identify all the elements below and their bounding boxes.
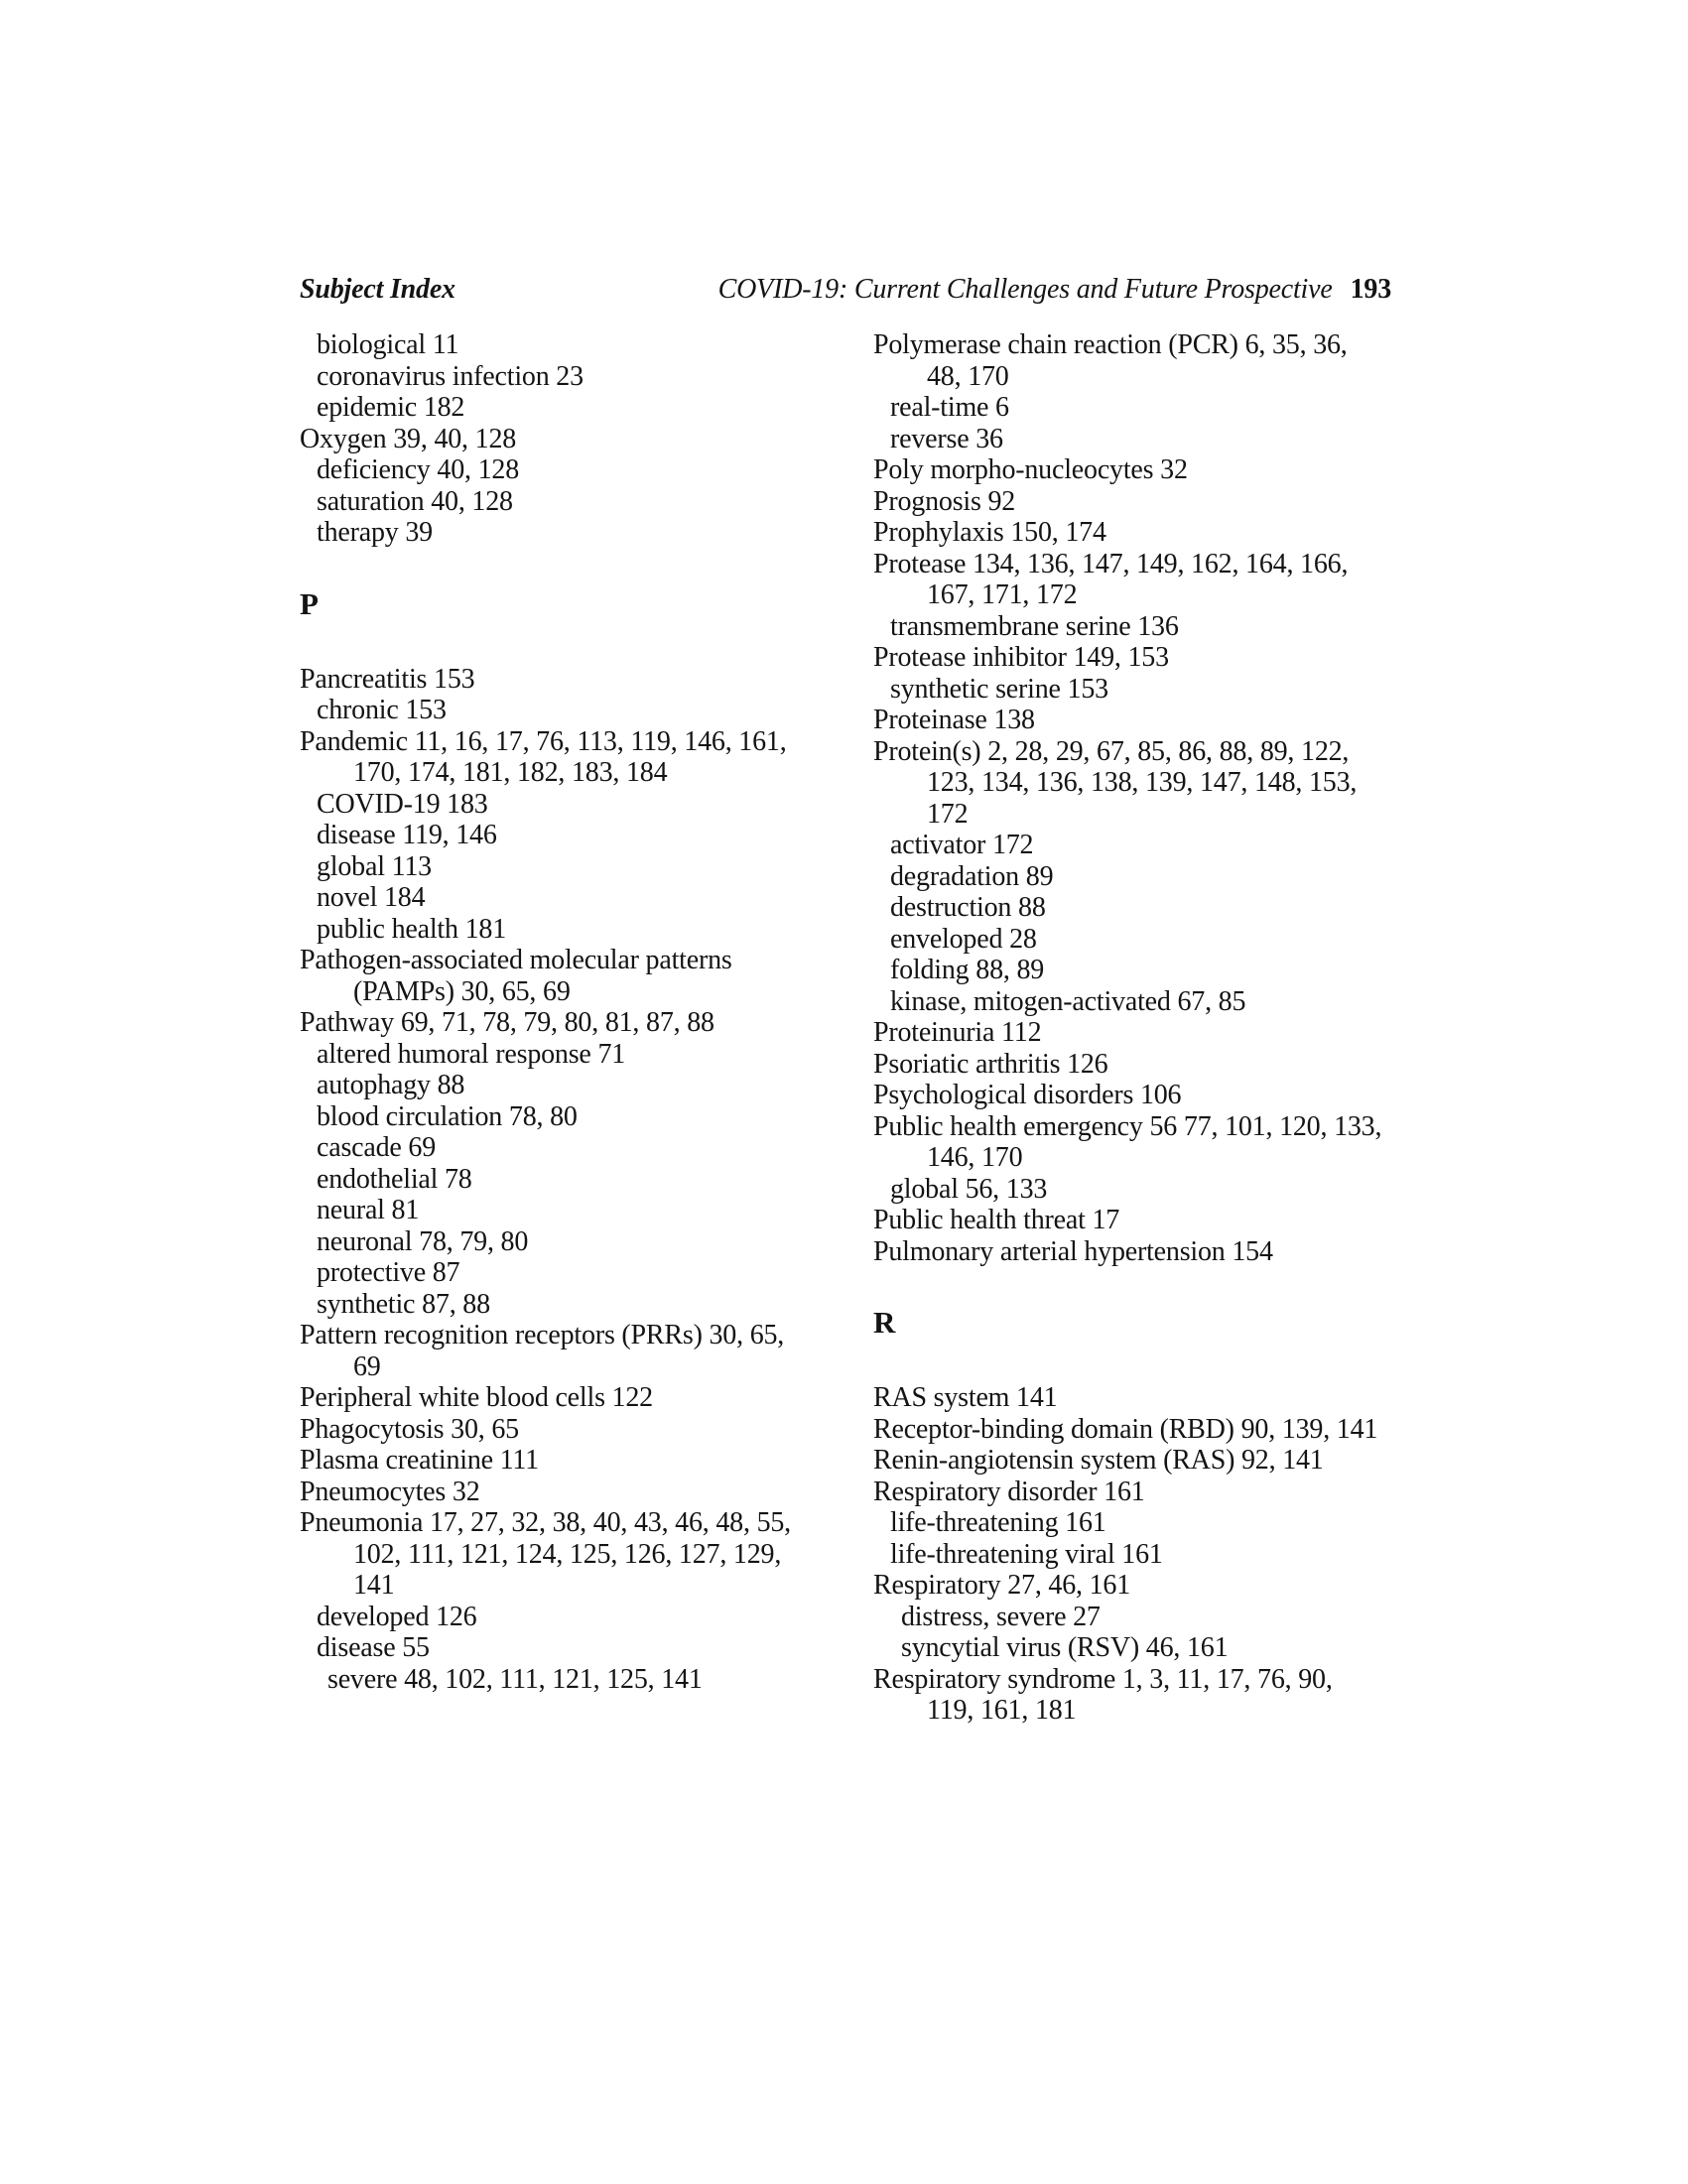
index-entry: enveloped 28 (890, 923, 1037, 955)
index-entry: developed 126 (317, 1601, 477, 1632)
index-entry: 146, 170 (927, 1142, 1023, 1173)
index-entry: Peripheral white blood cells 122 (300, 1382, 653, 1413)
index-entry: Psychological disorders 106 (873, 1080, 1182, 1110)
index-entry: protective 87 (317, 1257, 460, 1288)
index-entry: 48, 170 (927, 360, 1009, 392)
index-entry: transmembrane serine 136 (890, 610, 1179, 642)
index-entry: folding 88, 89 (890, 955, 1045, 985)
index-entry: COVID-19 183 (317, 788, 488, 820)
index-entry: Protease inhibitor 149, 153 (873, 642, 1169, 673)
index-entry: Oxygen 39, 40, 128 (300, 423, 517, 454)
index-entry: public health 181 (317, 913, 507, 945)
index-entry: chronic 153 (317, 695, 447, 725)
index-entry: Protein(s) 2, 28, 29, 67, 85, 86, 88, 89, 122, (873, 735, 1350, 767)
index-entry: neural 81 (317, 1195, 420, 1225)
index-entry: synthetic 87, 88 (317, 1288, 490, 1320)
index-entry: Receptor-binding domain (RBD) 90, 139, 141 (873, 1413, 1378, 1445)
index-entry: (PAMPs) 30, 65, 69 (353, 975, 571, 1007)
index-entry: Respiratory 27, 46, 161 (873, 1570, 1131, 1601)
index-entry: synthetic serine 153 (890, 673, 1108, 705)
index-entry: 141 (353, 1570, 395, 1601)
index-entry: Public health threat 17 (873, 1205, 1120, 1235)
index-entry: 69 (353, 1350, 381, 1382)
page-header (300, 274, 1391, 305)
index-column-right (873, 329, 1429, 1727)
index-entry: coronavirus infection 23 (317, 360, 584, 392)
index-entry: Pattern recognition receptors (PRRs) 30, 65, (300, 1320, 785, 1350)
index-entry: Pneumonia 17, 27, 32, 38, 40, 43, 46, 48, 55, (300, 1507, 791, 1538)
index-entry: 119, 161, 181 (927, 1695, 1077, 1726)
section-heading-p: P (300, 585, 319, 621)
index-entry: blood circulation 78, 80 (317, 1100, 578, 1132)
index-entry: Pathogen-associated molecular patterns (300, 945, 732, 975)
index-entry: altered humoral response 71 (317, 1038, 626, 1070)
index-entry: endothelial 78 (317, 1163, 472, 1195)
index-entry: Proteinase 138 (873, 705, 1035, 735)
running-title-left: Subject Index (300, 274, 455, 305)
index-entry: Pandemic 11, 16, 17, 76, 113, 119, 146, 161, (300, 725, 787, 757)
index-entry: RAS system 141 (873, 1382, 1058, 1413)
index-entry: Pulmonary arterial hypertension 154 (873, 1235, 1273, 1267)
section-heading-r: R (873, 1305, 896, 1340)
index-entry: kinase, mitogen-activated 67, 85 (890, 985, 1246, 1017)
index-entry: Pneumocytes 32 (300, 1476, 480, 1507)
index-entry: Respiratory syndrome 1, 3, 11, 17, 76, 90, (873, 1663, 1333, 1695)
index-entry: neuronal 78, 79, 80 (317, 1225, 529, 1257)
index-entry: degradation 89 (890, 860, 1054, 892)
index-entry: 123, 134, 136, 138, 139, 147, 148, 153, (927, 767, 1358, 798)
index-entry: disease 55 (317, 1632, 430, 1663)
index-entry: cascade 69 (317, 1132, 437, 1163)
index-entry: life-threatening 161 (890, 1507, 1106, 1538)
index-entry: Psoriatic arthritis 126 (873, 1048, 1108, 1080)
book-title: COVID-19: Current Challenges and Future Prospective (717, 274, 1333, 305)
index-entry: biological 11 (317, 329, 459, 360)
index-entry: severe 48, 102, 111, 121, 125, 141 (327, 1663, 703, 1695)
running-title-right (718, 274, 1391, 305)
index-entry: deficiency 40, 128 (317, 454, 519, 485)
index-entry: Pathway 69, 71, 78, 79, 80, 81, 87, 88 (300, 1007, 714, 1038)
index-entry: life-threatening viral 161 (890, 1538, 1163, 1570)
index-entry: Polymerase chain reaction (PCR) 6, 35, 36, (873, 329, 1348, 360)
index-entry: global 56, 133 (890, 1173, 1048, 1205)
index-entry: 170, 174, 181, 182, 183, 184 (353, 757, 668, 788)
index-entry: Poly morpho-nucleocytes 32 (873, 454, 1188, 485)
index-entry: Pancreatitis 153 (300, 663, 475, 695)
index-entry: disease 119, 146 (317, 820, 497, 850)
index-entry: distress, severe 27 (901, 1601, 1101, 1632)
index-column-left (300, 329, 855, 1695)
index-entry: Renin-angiotensin system (RAS) 92, 141 (873, 1445, 1324, 1476)
index-entry: Prognosis 92 (873, 485, 1016, 517)
index-entry: Prophylaxis 150, 174 (873, 517, 1106, 548)
index-entry: novel 184 (317, 882, 426, 913)
index-entry: global 113 (317, 850, 432, 882)
index-entry: Plasma creatinine 111 (300, 1445, 539, 1476)
index-entry: autophagy 88 (317, 1070, 465, 1100)
index-entry: Proteinuria 112 (873, 1017, 1042, 1048)
index-entry: 102, 111, 121, 124, 125, 126, 127, 129, (353, 1538, 782, 1570)
index-entry: Phagocytosis 30, 65 (300, 1413, 519, 1445)
index-entry: Protease 134, 136, 147, 149, 162, 164, 166, (873, 548, 1349, 579)
index-entry: syncytial virus (RSV) 46, 161 (901, 1632, 1229, 1663)
index-entry: 167, 171, 172 (927, 579, 1078, 610)
index-entry: activator 172 (890, 830, 1034, 860)
index-entry: reverse 36 (890, 423, 1003, 454)
index-entry: real-time 6 (890, 392, 1009, 423)
index-entry: destruction 88 (890, 892, 1046, 923)
index-entry: Respiratory disorder 161 (873, 1476, 1145, 1507)
index-entry: 172 (927, 798, 969, 830)
index-entry: therapy 39 (317, 517, 433, 548)
index-entry: epidemic 182 (317, 392, 465, 423)
index-entry: saturation 40, 128 (317, 485, 513, 517)
index-entry: Public health emergency 56 77, 101, 120, 133, (873, 1110, 1382, 1142)
page-number: 193 (1350, 274, 1391, 305)
